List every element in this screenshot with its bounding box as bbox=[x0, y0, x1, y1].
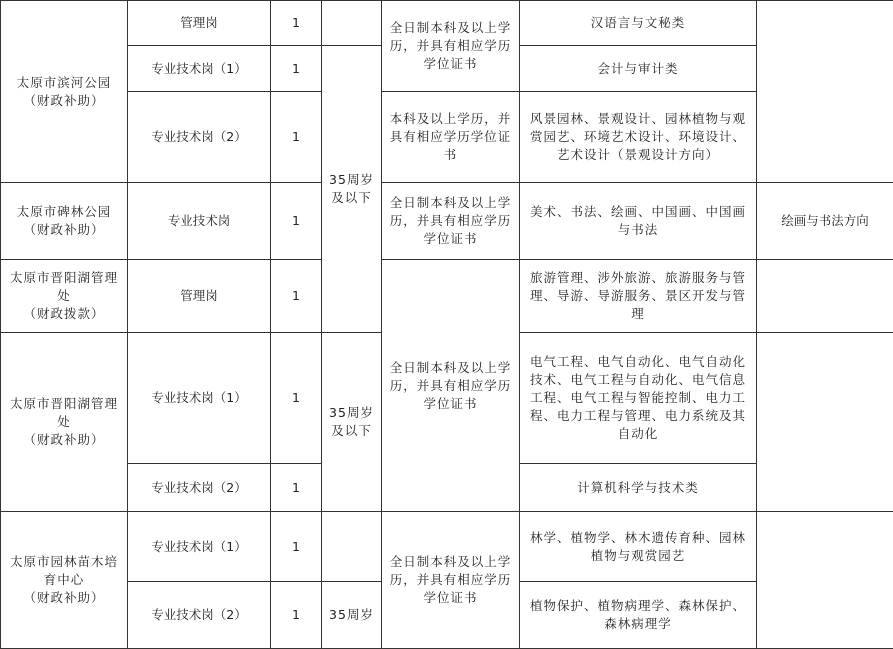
age-cell: 35周岁及以下 bbox=[322, 46, 382, 333]
count-cell: 1 bbox=[271, 260, 322, 333]
position-cell: 管理岗 bbox=[128, 1, 271, 46]
table-row bbox=[1, 512, 893, 582]
count-cell: 1 bbox=[271, 46, 322, 92]
major-cell: 汉语言与文秘类 bbox=[520, 1, 757, 46]
requirement-cell: 全日制本科及以上学历，并具有相应学历学位证书 bbox=[382, 260, 520, 512]
age-cell: 35周岁及以下 bbox=[322, 333, 382, 512]
note-cell-empty bbox=[757, 260, 893, 333]
table-row bbox=[1, 260, 893, 333]
requirement-cell: 全日制本科及以上学历，并具有相应学历学位证书 bbox=[382, 1, 520, 92]
age-cell-empty bbox=[322, 1, 382, 46]
count-cell: 1 bbox=[271, 582, 322, 649]
position-cell: 专业技术岗（2） bbox=[128, 464, 271, 512]
requirement-cell: 全日制本科及以上学历，并具有相应学历学位证书 bbox=[382, 183, 520, 260]
major-cell: 旅游管理、涉外旅游、旅游服务与管理、导游、导游服务、景区开发与管理 bbox=[520, 260, 757, 333]
position-cell: 管理岗 bbox=[128, 260, 271, 333]
major-cell: 风景园林、景观设计、园林植物与观赏园艺、环境艺术设计、环境设计、艺术设计（景观设计方向） bbox=[520, 92, 757, 183]
age-cell: 35周岁 bbox=[322, 582, 382, 649]
note-cell-empty bbox=[757, 1, 893, 183]
position-cell: 专业技术岗（1） bbox=[128, 512, 271, 582]
count-cell: 1 bbox=[271, 92, 322, 183]
position-cell: 专业技术岗（2） bbox=[128, 582, 271, 649]
major-cell: 电气工程、电气自动化、电气自动化技术、电气工程与自动化、电气信息工程、电气工程与智能控制、电力工程、电力工程与管理、电力系统及其自动化 bbox=[520, 333, 757, 464]
requirement-cell: 全日制本科及以上学历，并具有相应学历学位证书 bbox=[382, 512, 520, 649]
major-cell: 美术、书法、绘画、中国画、中国画与书法 bbox=[520, 183, 757, 260]
unit-cell: 太原市碑林公园 （财政补助） bbox=[1, 183, 128, 260]
position-cell: 专业技术岗（1） bbox=[128, 333, 271, 464]
unit-cell: 太原市园林苗木培育中心 （财政补助） bbox=[1, 512, 128, 649]
unit-cell: 太原市晋阳湖管理处 （财政拨款） bbox=[1, 260, 128, 333]
age-cell-empty bbox=[322, 512, 382, 582]
position-cell: 专业技术岗（2） bbox=[128, 92, 271, 183]
position-cell: 专业技术岗 bbox=[128, 183, 271, 260]
note-cell: 绘画与书法方向 bbox=[757, 183, 893, 260]
count-cell: 1 bbox=[271, 1, 322, 46]
count-cell: 1 bbox=[271, 512, 322, 582]
count-cell: 1 bbox=[271, 183, 322, 260]
major-cell: 林学、植物学、林木遗传育种、园林植物与观赏园艺 bbox=[520, 512, 757, 582]
position-cell: 专业技术岗（1） bbox=[128, 46, 271, 92]
table-row bbox=[1, 1, 893, 46]
table-row bbox=[1, 183, 893, 260]
note-cell-empty bbox=[757, 512, 893, 649]
major-cell: 植物保护、植物病理学、森林保护、森林病理学 bbox=[520, 582, 757, 649]
unit-cell: 太原市滨河公园 （财政补助） bbox=[1, 1, 128, 183]
note-cell-empty bbox=[757, 333, 893, 512]
requirement-cell: 本科及以上学历，并具有相应学历学位证书 bbox=[382, 92, 520, 183]
major-cell: 会计与审计类 bbox=[520, 46, 757, 92]
unit-cell: 太原市晋阳湖管理处 （财政补助） bbox=[1, 333, 128, 512]
count-cell: 1 bbox=[271, 333, 322, 464]
count-cell: 1 bbox=[271, 464, 322, 512]
major-cell: 计算机科学与技术类 bbox=[520, 464, 757, 512]
